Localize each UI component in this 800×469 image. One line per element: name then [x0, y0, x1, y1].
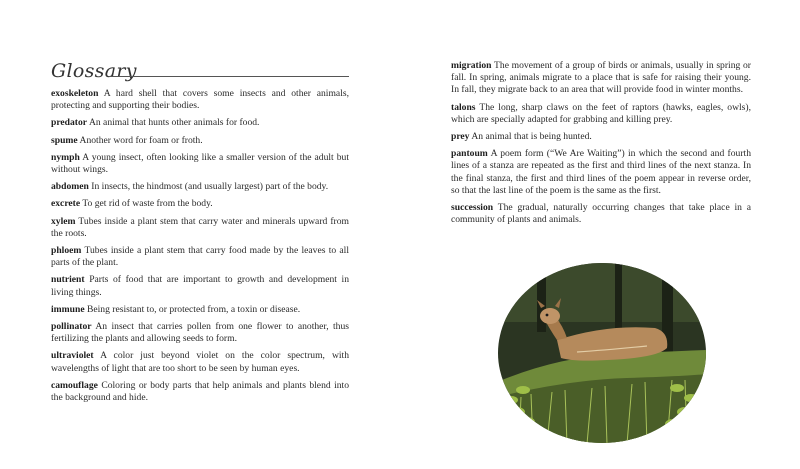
glossary-entry-camouflage — [51, 380, 349, 404]
glossary-definition: A color just beyond violet on the color spectrum, with wavelengths of light that are too short to be seen by human eyes. — [51, 350, 350, 374]
left-glossary-list — [51, 88, 349, 409]
glossary-header — [51, 60, 349, 82]
glossary-term: immune — [51, 303, 85, 315]
glossary-definition: A hard shell that covers some insects and other animals, protecting and supporting their bodies. — [51, 88, 349, 112]
glossary-term: nutrient — [51, 274, 85, 286]
glossary-term: pantoum — [451, 148, 488, 160]
glossary-entry-migration — [451, 60, 751, 97]
glossary-term: prey — [451, 131, 470, 143]
glossary-entry-phloem — [51, 245, 349, 269]
glossary-entry-spume — [51, 135, 349, 147]
glossary-definition: The movement of a group of birds or animals, usually in spring or fall. In spring, animals migrate to a place that is safe for raising their young. In fall, they migrate back to an area that will provide food in winter months. — [451, 60, 751, 96]
glossary-entry-succession — [451, 202, 751, 226]
glossary-entry-ultraviolet — [51, 350, 349, 374]
glossary-term: excrete — [51, 198, 81, 210]
glossary-term: nymph — [51, 151, 80, 163]
glossary-entry-pollinator — [51, 321, 349, 345]
glossary-term: abdomen — [51, 181, 89, 193]
glossary-definition: A poem form (“We Are Waiting”) in which the second and fourth lines of a stanza are repeated as the first and third lines of the next stanza. In the final stanza, the first and third lines of the poem appear in reverse order, so that the last line of the poem is the same as the first. — [451, 148, 751, 196]
glossary-definition: The long, sharp claws on the feet of raptors (hawks, eagles, owls), which are specially adapted for grabbing and killing prey. — [451, 101, 751, 125]
glossary-term: phloem — [51, 245, 82, 257]
glossary-term: ultraviolet — [51, 350, 94, 362]
glossary-definition: Tubes inside a plant stem that carry water and minerals upward from the roots. — [51, 215, 349, 239]
glossary-definition: Another word for foam or froth. — [79, 134, 203, 146]
glossary-term: spume — [51, 134, 78, 146]
glossary-entry-excrete — [51, 198, 349, 210]
glossary-term: camouflage — [51, 379, 98, 391]
glossary-definition: A young insect, often looking like a smaller version of the adult but without wings. — [51, 151, 349, 176]
deer-illustration — [497, 262, 707, 444]
glossary-term: succession — [451, 202, 494, 214]
right-page — [400, 0, 800, 469]
glossary-entry-nutrient — [51, 274, 349, 298]
glossary-definition: Coloring or body parts that help animals and plants blend into the background and hide. — [51, 379, 349, 404]
glossary-term: exoskeleton — [51, 88, 99, 99]
glossary-definition: Parts of food that are important to growth and development in living things. — [51, 274, 350, 298]
glossary-entry-pantoum — [451, 148, 751, 197]
glossary-definition: An animal that hunts other animals for food. — [88, 117, 260, 129]
glossary-definition: In insects, the hindmost (and usually largest) part of the body. — [91, 181, 329, 193]
glossary-term: xylem — [51, 215, 76, 227]
glossary-definition: Tubes inside a plant stem that carry food made by the leaves to all parts of the plant. — [51, 245, 349, 269]
glossary-definition: The gradual, naturally occurring changes that take place in a community of plants and animals. — [451, 202, 751, 226]
title-divider — [109, 76, 349, 77]
right-glossary-list — [451, 60, 751, 231]
glossary-entry-prey — [451, 131, 751, 143]
glossary-entry-talons — [451, 102, 751, 126]
glossary-term: talons — [451, 101, 476, 113]
glossary-entry-immune — [51, 304, 349, 316]
glossary-definition: An animal that is being hunted. — [471, 131, 592, 143]
glossary-entry-abdomen — [51, 181, 349, 193]
glossary-term: pollinator — [51, 321, 92, 333]
glossary-definition: To get rid of waste from the body. — [82, 198, 213, 210]
glossary-entry-nymph — [51, 152, 349, 176]
glossary-entry-xylem — [51, 216, 349, 240]
glossary-definition: An insect that carries pollen from one flower to another, thus fertilizing the plants and allowing seeds to form. — [51, 321, 349, 345]
glossary-term: migration — [451, 60, 492, 71]
glossary-term: predator — [51, 117, 88, 129]
page-title: Glossary — [51, 60, 137, 82]
glossary-entry-exoskeleton — [51, 88, 349, 112]
glossary-entry-predator — [51, 117, 349, 129]
glossary-definition: Being resistant to, or protected from, a toxin or disease. — [86, 303, 301, 315]
